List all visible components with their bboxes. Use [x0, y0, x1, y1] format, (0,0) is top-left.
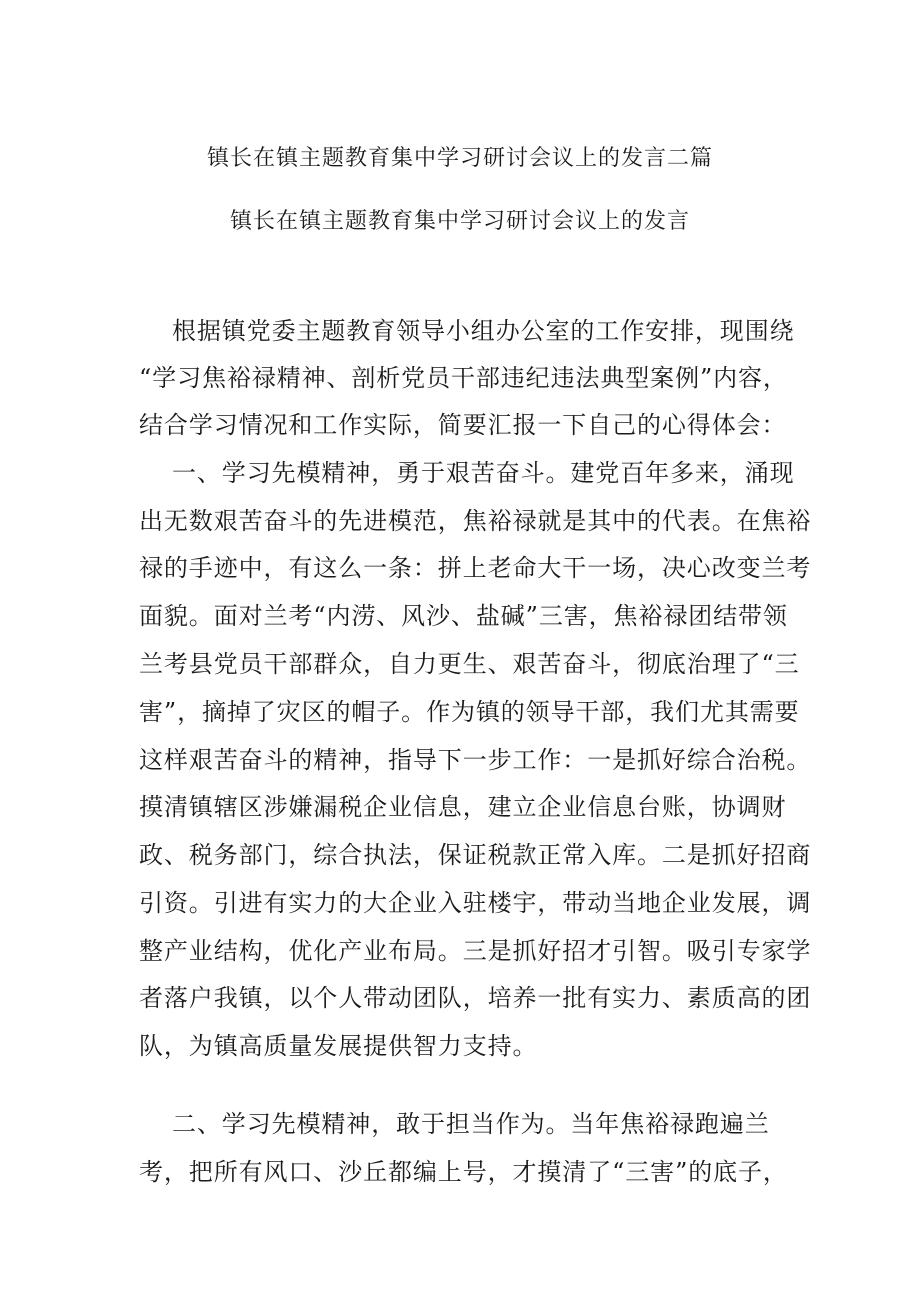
body-line: 引资。引进有实力的大企业入驻楼宇，带动当地企业发展，调 — [139, 889, 812, 917]
body-line: 二、学习先模精神，敢于担当作为。当年焦裕禄跑遍兰 — [172, 1110, 770, 1138]
body-line: 结合学习情况和工作实际，简要汇报一下自己的心得体会： — [139, 411, 787, 439]
body-line: 队，为镇高质量发展提供智力支持。 — [139, 1032, 538, 1060]
body-line: 这样艰苦奋斗的精神，指导下一步工作：一是抓好综合治税。 — [139, 746, 812, 774]
body-line: 禄的手迹中，有这么一条：拼上老命大干一场，决心改变兰考 — [139, 554, 812, 582]
body-line: 兰考县党员干部群众，自力更生、艰苦奋斗，彻底治理了“三 — [139, 650, 800, 678]
body-line: 出无数艰苦奋斗的先进模范，焦裕禄就是其中的代表。在焦裕 — [139, 507, 812, 535]
body-line: 者落户我镇，以个人带动团队，培养一批有实力、素质高的团 — [139, 984, 812, 1012]
document-subtitle: 镇长在镇主题教育集中学习研讨会议上的发言 — [229, 209, 690, 234]
body-line: 根据镇党委主题教育领导小组办公室的工作安排，现围绕 — [172, 317, 795, 345]
body-line: 考，把所有风口、沙丘都编上号，才摸清了“三害”的底子， — [139, 1158, 788, 1186]
document-title: 镇长在镇主题教育集中学习研讨会议上的发言二篇 — [206, 146, 713, 171]
body-line: 摸清镇辖区涉嫌漏税企业信息，建立企业信息台账，协调财 — [139, 793, 787, 821]
body-line: 一、学习先模精神，勇于艰苦奋斗。建党百年多来，涌现 — [172, 459, 795, 487]
body-line: 政、税务部门，综合执法，保证税款正常入库。二是抓好招商 — [139, 841, 812, 869]
body-line: 整产业结构，优化产业布局。三是抓好招才引智。吸引专家学 — [139, 937, 812, 965]
body-line: 害”，摘掉了灾区的帽子。作为镇的领导干部，我们尤其需要 — [139, 698, 800, 726]
body-line: 面貌。面对兰考“内涝、风沙、盐碱”三害，焦裕禄团结带领 — [139, 602, 788, 630]
body-line: “学习焦裕禄精神、剖析党员干部违纪违法典型案例”内容， — [139, 364, 788, 392]
